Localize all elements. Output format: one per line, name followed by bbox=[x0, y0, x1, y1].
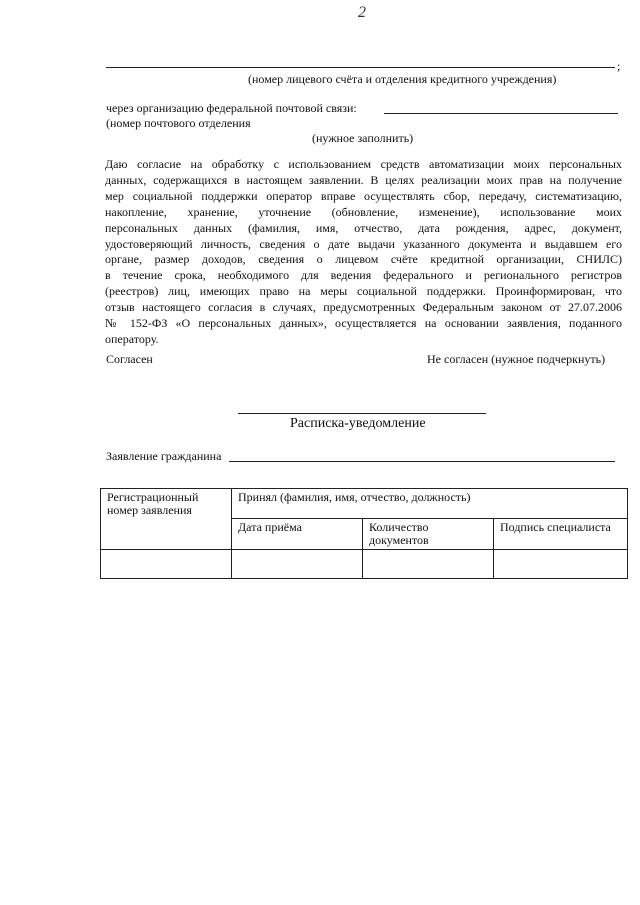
consent-line: Даю согласие на обработку с использованием средств автоматизации моих персональных bbox=[105, 157, 622, 171]
page-number: 2 bbox=[358, 4, 366, 21]
consent-line: оператору. bbox=[105, 331, 159, 346]
post-label: через организацию федеральной почтовой связи: bbox=[106, 101, 357, 115]
signature-cell[interactable] bbox=[494, 550, 628, 579]
consent-line: мер социальной поддержки оператор вправе осуществлять сбор, передачу, систематизацию, bbox=[105, 188, 622, 203]
consent-paragraph bbox=[105, 157, 622, 348]
account-number-line[interactable] bbox=[106, 67, 615, 68]
post-sub-label: (номер почтового отделения bbox=[106, 116, 251, 130]
post-office-line[interactable] bbox=[384, 113, 618, 114]
signature-header: Подпись специалиста bbox=[494, 519, 628, 550]
reg-number-header: Регистрационный номер заявления bbox=[101, 489, 232, 550]
application-line[interactable] bbox=[229, 461, 615, 462]
application-label: Заявление гражданина bbox=[106, 449, 222, 463]
consent-line: (реестров) лиц, имеющих право на меры социальной поддержки. Проинформирован, что bbox=[105, 284, 622, 299]
consent-line: персональных данных (фамилия, имя, отчество, дата рождения, адрес, документ, bbox=[105, 220, 622, 235]
accepted-header: Принял (фамилия, имя, отчество, должность) bbox=[232, 489, 628, 519]
consent-line: удостоверяющий личность, сведения о дате выдачи указанного документа и выдавшем его bbox=[105, 236, 622, 251]
consent-line: отзыв настоящего согласия в случаях, предусмотренных Федеральным законом от 27.07.2006 bbox=[105, 300, 622, 315]
consent-line: органе, размер доходов, сведения о лицевом счёте кредитной организации, СНИЛС) bbox=[105, 252, 622, 267]
reg-number-cell[interactable] bbox=[101, 550, 232, 579]
disagree-option[interactable]: Не согласен (нужное подчеркнуть) bbox=[427, 352, 606, 366]
agree-option[interactable]: Согласен bbox=[106, 352, 153, 366]
receipt-divider bbox=[238, 413, 486, 414]
consent-line: в течение срока, необходимого для ведения федерального и регионального регистров bbox=[105, 268, 622, 283]
docs-count-cell[interactable] bbox=[363, 550, 494, 579]
consent-line: № 152-ФЗ «О персональных данных», осуществляется на основании заявления, поданного bbox=[105, 316, 622, 331]
account-trailing-mark: ; bbox=[617, 59, 621, 73]
docs-count-header: Количество документов bbox=[363, 519, 494, 550]
account-caption: (номер лицевого счёта и отделения кредитного учреждения) bbox=[248, 72, 557, 86]
registration-table bbox=[100, 488, 628, 579]
fill-note: (нужное заполнить) bbox=[312, 131, 414, 145]
consent-line: накопление, хранение, уточнение (обновление, изменение), использование моих bbox=[105, 204, 622, 219]
consent-line: данных, содержащихся в настоящем заявлении. В целях реализации моих прав на получение bbox=[105, 172, 622, 187]
date-header: Дата приёма bbox=[232, 519, 363, 550]
date-cell[interactable] bbox=[232, 550, 363, 579]
receipt-title: Расписка-уведомление bbox=[290, 416, 426, 431]
